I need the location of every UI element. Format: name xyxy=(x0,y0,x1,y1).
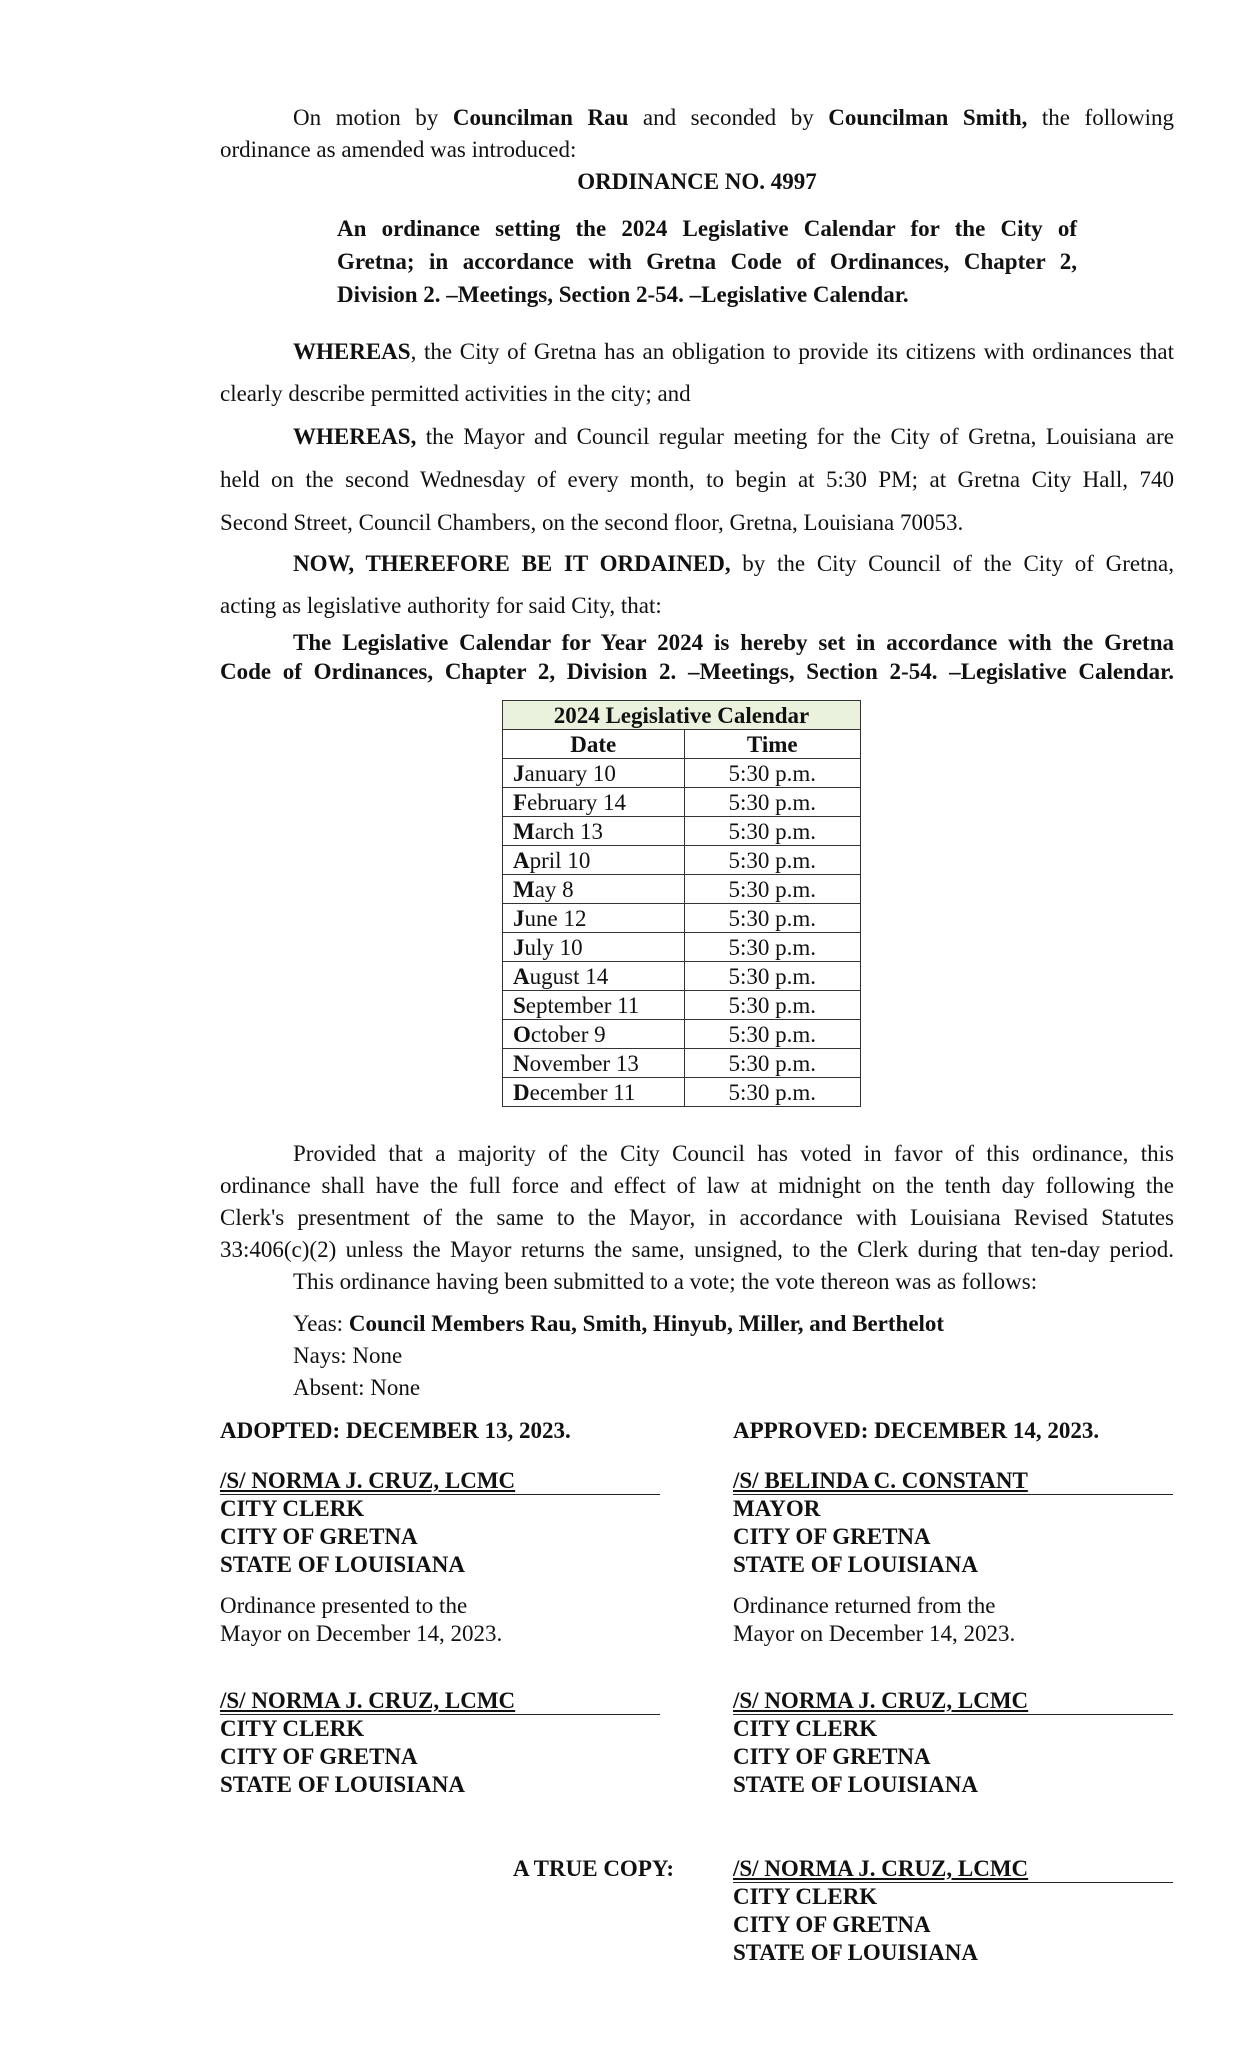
month-rest: ugust 14 xyxy=(529,963,609,989)
signature-name: /S/ NORMA J. CRUZ, LCMC xyxy=(733,1856,1029,1881)
whereas-text: the Mayor and Council regular meeting for the City of Gretna, Louisiana are xyxy=(416,424,1174,449)
month-rest: pril 10 xyxy=(529,847,591,873)
ordinance-caption xyxy=(337,212,1077,311)
meeting-time: 5:30 p.m. xyxy=(684,1049,861,1078)
month-initial: A xyxy=(513,847,530,873)
signature-line xyxy=(733,1688,1173,1715)
meeting-date xyxy=(503,846,685,875)
signature-title: CITY CLERK xyxy=(733,1884,878,1909)
ordained-line xyxy=(220,543,1174,585)
calendar-title: 2024 Legislative Calendar xyxy=(503,701,861,730)
signature-block-mayor xyxy=(733,1468,1173,1579)
month-rest: uly 10 xyxy=(524,934,583,960)
whereas-1-line xyxy=(220,331,1174,373)
signature-name: /S/ NORMA J. CRUZ, LCMC xyxy=(220,1688,516,1713)
calendar-rows xyxy=(503,759,861,1107)
month-rest: ebruary 14 xyxy=(527,789,627,815)
whereas-lead: WHEREAS xyxy=(293,339,411,364)
ordained-paragraph xyxy=(220,543,1174,627)
meeting-time: 5:30 p.m. xyxy=(684,817,861,846)
provided-paragraph xyxy=(220,1138,1174,1266)
ordained-lead: NOW, THEREFORE BE IT ORDAINED, xyxy=(293,551,731,576)
seconder-name: Councilman Smith, xyxy=(828,105,1028,130)
signature-city: CITY OF GRETNA xyxy=(220,1524,418,1549)
month-initial: J xyxy=(513,934,525,960)
signature-state: STATE OF LOUISIANA xyxy=(220,1772,465,1797)
vote-results xyxy=(293,1308,944,1404)
calendar-row xyxy=(503,817,861,846)
meeting-date xyxy=(503,962,685,991)
calendar-row xyxy=(503,875,861,904)
meeting-date xyxy=(503,991,685,1020)
vote-intro: This ordinance having been submitted to a vote; the vote thereon was as follows: xyxy=(293,1269,1038,1294)
signature-title: CITY CLERK xyxy=(220,1716,365,1741)
vote-absent: Absent: None xyxy=(293,1375,421,1400)
signature-city: CITY OF GRETNA xyxy=(733,1524,931,1549)
month-initial: S xyxy=(513,992,526,1018)
month-rest: ctober 9 xyxy=(530,1021,606,1047)
calendar-row xyxy=(503,1078,861,1107)
signature-line xyxy=(220,1468,660,1495)
meeting-date xyxy=(503,788,685,817)
provided-line: Provided that a majority of the City Council has voted in favor of this ordinance, this xyxy=(293,1141,1174,1166)
meeting-time: 5:30 p.m. xyxy=(684,991,861,1020)
signature-city: CITY OF GRETNA xyxy=(220,1744,418,1769)
month-rest: ecember 11 xyxy=(529,1079,636,1105)
signature-block-clerk-adopted xyxy=(220,1468,660,1579)
provided-line: 33:406(c)(2) unless the Mayor returns the same, unsigned, to the Clerk during that ten-day period. xyxy=(220,1237,1174,1262)
column-header-date: Date xyxy=(503,730,685,759)
signature-line xyxy=(220,1688,660,1715)
signature-line xyxy=(733,1468,1173,1495)
yeas-members: Council Members Rau, Smith, Hinyub, Miller, and Berthelot xyxy=(348,1311,945,1336)
returned-line: Ordinance returned from the xyxy=(733,1593,996,1618)
signature-state: STATE OF LOUISIANA xyxy=(733,1552,978,1577)
signature-city: CITY OF GRETNA xyxy=(733,1744,931,1769)
provided-line: ordinance shall have the full force and effect of law at midnight on the tenth day following the xyxy=(220,1173,1174,1198)
adopted-date: ADOPTED: DECEMBER 13, 2023. xyxy=(220,1418,571,1443)
signature-state: STATE OF LOUISIANA xyxy=(733,1772,978,1797)
month-initial: F xyxy=(513,789,528,815)
month-initial: D xyxy=(513,1079,530,1105)
mover-name: Councilman Rau xyxy=(452,105,629,130)
whereas-1 xyxy=(220,331,1174,415)
calendar-statement-line: Code of Ordinances, Chapter 2, Division 2. –Meetings, Section 2-54. –Legislative Calendar. xyxy=(220,659,1174,684)
presented-note xyxy=(220,1592,502,1648)
calendar-row xyxy=(503,1020,861,1049)
calendar-row xyxy=(503,933,861,962)
yeas-label: Yeas: xyxy=(293,1311,349,1336)
ordained-line-2: acting as legislative authority for said City, that: xyxy=(220,593,662,618)
month-initial: A xyxy=(513,963,530,989)
month-rest: une 12 xyxy=(524,905,587,931)
intro-text: On motion by xyxy=(293,105,453,130)
month-rest: ay 8 xyxy=(534,876,574,902)
approved-date: APPROVED: DECEMBER 14, 2023. xyxy=(733,1418,1100,1443)
presented-line: Mayor on December 14, 2023. xyxy=(220,1621,503,1646)
signature-city: CITY OF GRETNA xyxy=(733,1912,931,1937)
meeting-date xyxy=(503,1020,685,1049)
signature-title: CITY CLERK xyxy=(220,1496,365,1521)
signature-name: /S/ NORMA J. CRUZ, LCMC xyxy=(733,1688,1029,1713)
signature-block-clerk-returned xyxy=(733,1688,1173,1799)
ordinance-number: ORDINANCE NO. 4997 xyxy=(577,169,817,194)
signature-line xyxy=(733,1856,1173,1883)
signature-name: /S/ NORMA J. CRUZ, LCMC xyxy=(220,1468,516,1493)
signature-title: CITY CLERK xyxy=(733,1716,878,1741)
meeting-date xyxy=(503,875,685,904)
calendar-statement xyxy=(220,628,1174,686)
calendar-statement-line: The Legislative Calendar for Year 2024 is hereby set in accordance with the Gretna xyxy=(293,630,1174,655)
legislative-calendar-table xyxy=(502,700,861,1107)
meeting-time: 5:30 p.m. xyxy=(684,962,861,991)
meeting-time: 5:30 p.m. xyxy=(684,933,861,962)
meeting-date xyxy=(503,933,685,962)
intro-text: the following xyxy=(1027,105,1174,130)
whereas-text: , the City of Gretna has an obligation to provide its citizens with ordinances that xyxy=(410,339,1174,364)
meeting-time: 5:30 p.m. xyxy=(684,846,861,875)
meeting-time: 5:30 p.m. xyxy=(684,1020,861,1049)
caption-line: An ordinance setting the 2024 Legislative Calendar for the City of xyxy=(337,216,1077,241)
provided-line: Clerk's presentment of the same to the Mayor, in accordance with Louisiana Revised Statutes xyxy=(220,1205,1174,1230)
month-initial: N xyxy=(513,1050,530,1076)
vote-yeas xyxy=(293,1308,944,1340)
returned-line: Mayor on December 14, 2023. xyxy=(733,1621,1016,1646)
month-rest: anuary 10 xyxy=(524,760,616,786)
signature-block-true-copy xyxy=(733,1856,1173,1967)
month-initial: M xyxy=(513,876,535,902)
signature-block-clerk-presented xyxy=(220,1688,660,1799)
calendar-row xyxy=(503,846,861,875)
intro-line-1 xyxy=(220,102,1174,134)
whereas-2-line-3: Second Street, Council Chambers, on the second floor, Gretna, Louisiana 70053. xyxy=(220,510,964,535)
meeting-date xyxy=(503,1078,685,1107)
month-rest: ovember 13 xyxy=(529,1050,639,1076)
true-copy-label: A TRUE COPY: xyxy=(513,1856,675,1881)
meeting-time: 5:30 p.m. xyxy=(684,759,861,788)
whereas-2-line xyxy=(220,415,1174,458)
month-initial: M xyxy=(513,818,535,844)
returned-note xyxy=(733,1592,1015,1648)
calendar-row xyxy=(503,759,861,788)
meeting-time: 5:30 p.m. xyxy=(684,1078,861,1107)
month-rest: eptember 11 xyxy=(525,992,640,1018)
whereas-2-line-2: held on the second Wednesday of every month, to begin at 5:30 PM; at Gretna City Hall, 740 xyxy=(220,467,1174,492)
ordained-text: by the City Council of the City of Gretna, xyxy=(730,551,1174,576)
meeting-time: 5:30 p.m. xyxy=(684,875,861,904)
whereas-1-line-2: clearly describe permitted activities in the city; and xyxy=(220,381,691,406)
calendar-row xyxy=(503,991,861,1020)
intro-line-2: ordinance as amended was introduced: xyxy=(220,137,577,162)
calendar-row xyxy=(503,962,861,991)
meeting-time: 5:30 p.m. xyxy=(684,904,861,933)
signature-name: /S/ BELINDA C. CONSTANT xyxy=(733,1468,1028,1493)
column-header-time: Time xyxy=(684,730,861,759)
meeting-date xyxy=(503,817,685,846)
month-rest: arch 13 xyxy=(534,818,604,844)
calendar-row xyxy=(503,1049,861,1078)
caption-line: Division 2. –Meetings, Section 2-54. –Legislative Calendar. xyxy=(337,282,909,307)
signature-title: MAYOR xyxy=(733,1496,821,1521)
calendar-row xyxy=(503,904,861,933)
meeting-date xyxy=(503,759,685,788)
intro-text: and seconded by xyxy=(628,105,829,130)
vote-nays: Nays: None xyxy=(293,1343,403,1368)
signature-state: STATE OF LOUISIANA xyxy=(220,1552,465,1577)
meeting-date xyxy=(503,1049,685,1078)
month-initial: J xyxy=(513,905,525,931)
month-initial: O xyxy=(513,1021,531,1047)
caption-line: Gretna; in accordance with Gretna Code of Ordinances, Chapter 2, xyxy=(337,249,1077,274)
meeting-time: 5:30 p.m. xyxy=(684,788,861,817)
presented-line: Ordinance presented to the xyxy=(220,1593,468,1618)
calendar-row xyxy=(503,788,861,817)
meeting-date xyxy=(503,904,685,933)
signature-state: STATE OF LOUISIANA xyxy=(733,1940,978,1965)
month-initial: J xyxy=(513,760,525,786)
whereas-lead: WHEREAS, xyxy=(293,424,417,449)
whereas-2 xyxy=(220,415,1174,544)
